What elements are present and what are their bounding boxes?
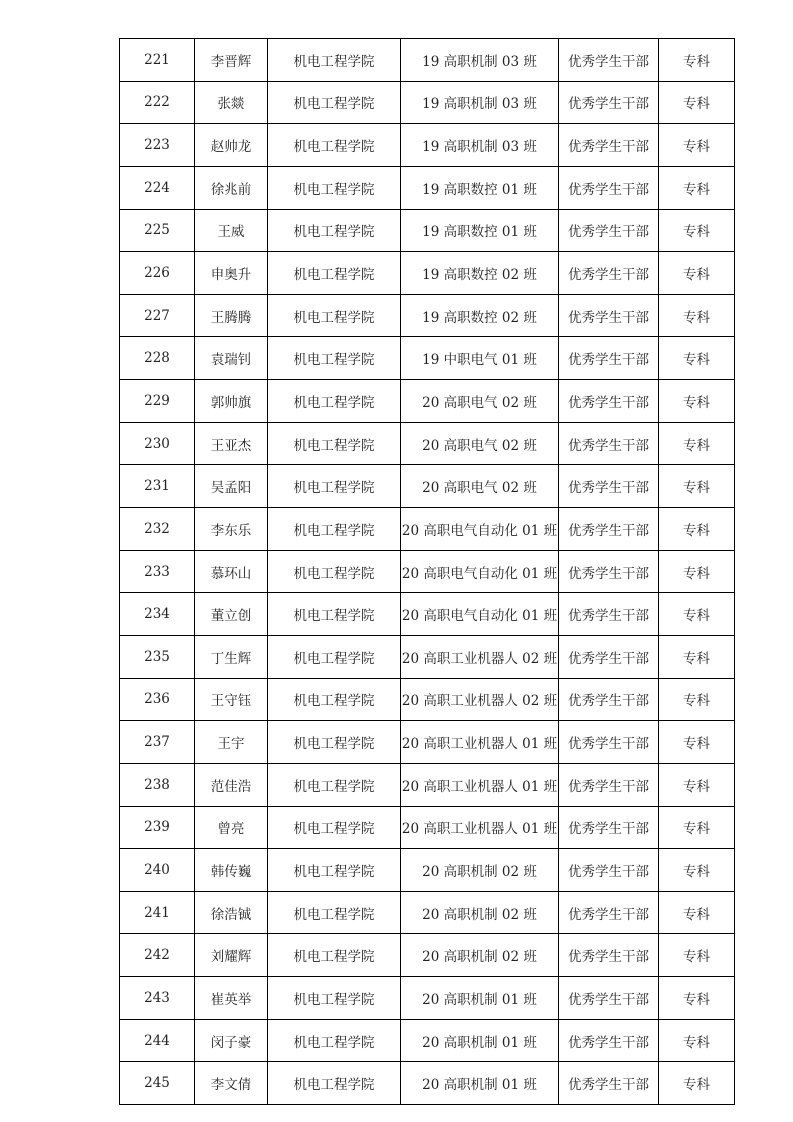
class-cell: 20 高职机制 01 班: [401, 1062, 559, 1105]
college-cell: 机电工程学院: [268, 422, 401, 465]
student-name-cell: 徐兆前: [195, 166, 268, 209]
education-level-cell: 专科: [659, 252, 735, 295]
award-cell: 优秀学生干部: [559, 721, 659, 764]
education-level-cell: 专科: [659, 891, 735, 934]
class-cell: 20 高职机制 02 班: [401, 849, 559, 892]
table-row: [120, 508, 735, 551]
class-cell: 20 高职工业机器人 01 班: [401, 806, 559, 849]
table-row: [120, 550, 735, 593]
education-level-cell: 专科: [659, 849, 735, 892]
student-name-cell: 张燚: [195, 81, 268, 124]
document-page: [119, 38, 734, 1105]
row-number-cell: 224: [120, 166, 195, 209]
table-row: [120, 124, 735, 167]
college-cell: 机电工程学院: [268, 209, 401, 252]
class-cell: 19 高职机制 03 班: [401, 39, 559, 82]
award-cell: 优秀学生干部: [559, 422, 659, 465]
row-number-cell: 237: [120, 721, 195, 764]
student-name-cell: 刘耀辉: [195, 934, 268, 977]
row-number-cell: 236: [120, 678, 195, 721]
award-cell: 优秀学生干部: [559, 1062, 659, 1105]
class-cell: 19 高职数控 01 班: [401, 209, 559, 252]
class-cell: 20 高职电气 02 班: [401, 422, 559, 465]
row-number-cell: 238: [120, 763, 195, 806]
student-name-cell: 韩传巍: [195, 849, 268, 892]
class-cell: 20 高职电气自动化 01 班: [401, 550, 559, 593]
row-number-cell: 241: [120, 891, 195, 934]
class-cell: 20 高职机制 01 班: [401, 1019, 559, 1062]
award-cell: 优秀学生干部: [559, 678, 659, 721]
table-row: [120, 806, 735, 849]
table-row: [120, 166, 735, 209]
class-cell: 20 高职工业机器人 01 班: [401, 721, 559, 764]
college-cell: 机电工程学院: [268, 508, 401, 551]
college-cell: 机电工程学院: [268, 252, 401, 295]
college-cell: 机电工程学院: [268, 166, 401, 209]
table-row: [120, 763, 735, 806]
education-level-cell: 专科: [659, 166, 735, 209]
class-cell: 20 高职电气自动化 01 班: [401, 593, 559, 636]
table-row: [120, 721, 735, 764]
student-name-cell: 王威: [195, 209, 268, 252]
college-cell: 机电工程学院: [268, 763, 401, 806]
award-cell: 优秀学生干部: [559, 508, 659, 551]
table-row: [120, 294, 735, 337]
education-level-cell: 专科: [659, 550, 735, 593]
table-row: [120, 209, 735, 252]
student-name-cell: 袁瑞钊: [195, 337, 268, 380]
table-row: [120, 380, 735, 423]
college-cell: 机电工程学院: [268, 849, 401, 892]
class-cell: 19 中职电气 01 班: [401, 337, 559, 380]
award-roster-table: [119, 38, 735, 1105]
row-number-cell: 233: [120, 550, 195, 593]
education-level-cell: 专科: [659, 806, 735, 849]
college-cell: 机电工程学院: [268, 678, 401, 721]
row-number-cell: 235: [120, 635, 195, 678]
table-row: [120, 977, 735, 1020]
education-level-cell: 专科: [659, 1062, 735, 1105]
college-cell: 机电工程学院: [268, 81, 401, 124]
table-row: [120, 81, 735, 124]
table-row: [120, 337, 735, 380]
table-row: [120, 422, 735, 465]
award-cell: 优秀学生干部: [559, 294, 659, 337]
college-cell: 机电工程学院: [268, 294, 401, 337]
student-name-cell: 王宇: [195, 721, 268, 764]
table-row: [120, 465, 735, 508]
award-cell: 优秀学生干部: [559, 81, 659, 124]
student-name-cell: 李文倩: [195, 1062, 268, 1105]
college-cell: 机电工程学院: [268, 550, 401, 593]
education-level-cell: 专科: [659, 465, 735, 508]
table-row: [120, 593, 735, 636]
award-cell: 优秀学生干部: [559, 252, 659, 295]
class-cell: 20 高职工业机器人 02 班: [401, 678, 559, 721]
award-cell: 优秀学生干部: [559, 465, 659, 508]
education-level-cell: 专科: [659, 635, 735, 678]
row-number-cell: 239: [120, 806, 195, 849]
award-cell: 优秀学生干部: [559, 977, 659, 1020]
college-cell: 机电工程学院: [268, 977, 401, 1020]
class-cell: 19 高职机制 03 班: [401, 124, 559, 167]
class-cell: 19 高职机制 03 班: [401, 81, 559, 124]
college-cell: 机电工程学院: [268, 39, 401, 82]
award-cell: 优秀学生干部: [559, 380, 659, 423]
row-number-cell: 226: [120, 252, 195, 295]
row-number-cell: 229: [120, 380, 195, 423]
college-cell: 机电工程学院: [268, 1019, 401, 1062]
education-level-cell: 专科: [659, 977, 735, 1020]
table-row: [120, 891, 735, 934]
education-level-cell: 专科: [659, 209, 735, 252]
table-row: [120, 934, 735, 977]
table-row: [120, 849, 735, 892]
class-cell: 19 高职数控 02 班: [401, 252, 559, 295]
class-cell: 19 高职数控 02 班: [401, 294, 559, 337]
table-body: [120, 39, 735, 1105]
education-level-cell: 专科: [659, 380, 735, 423]
class-cell: 20 高职工业机器人 01 班: [401, 763, 559, 806]
college-cell: 机电工程学院: [268, 1062, 401, 1105]
table-row: [120, 1062, 735, 1105]
student-name-cell: 崔英举: [195, 977, 268, 1020]
education-level-cell: 专科: [659, 721, 735, 764]
student-name-cell: 李晋辉: [195, 39, 268, 82]
student-name-cell: 申奥升: [195, 252, 268, 295]
college-cell: 机电工程学院: [268, 337, 401, 380]
row-number-cell: 245: [120, 1062, 195, 1105]
student-name-cell: 王亚杰: [195, 422, 268, 465]
student-name-cell: 郭帅旗: [195, 380, 268, 423]
education-level-cell: 专科: [659, 294, 735, 337]
education-level-cell: 专科: [659, 81, 735, 124]
award-cell: 优秀学生干部: [559, 849, 659, 892]
award-cell: 优秀学生干部: [559, 550, 659, 593]
row-number-cell: 228: [120, 337, 195, 380]
row-number-cell: 244: [120, 1019, 195, 1062]
table-row: [120, 635, 735, 678]
student-name-cell: 李东乐: [195, 508, 268, 551]
award-cell: 优秀学生干部: [559, 39, 659, 82]
table-row: [120, 252, 735, 295]
row-number-cell: 223: [120, 124, 195, 167]
student-name-cell: 范佳浩: [195, 763, 268, 806]
award-cell: 优秀学生干部: [559, 1019, 659, 1062]
student-name-cell: 慕环山: [195, 550, 268, 593]
table-row: [120, 678, 735, 721]
education-level-cell: 专科: [659, 508, 735, 551]
award-cell: 优秀学生干部: [559, 806, 659, 849]
student-name-cell: 吴孟阳: [195, 465, 268, 508]
row-number-cell: 234: [120, 593, 195, 636]
student-name-cell: 闵子豪: [195, 1019, 268, 1062]
table-row: [120, 39, 735, 82]
college-cell: 机电工程学院: [268, 891, 401, 934]
student-name-cell: 丁生辉: [195, 635, 268, 678]
award-cell: 优秀学生干部: [559, 166, 659, 209]
table-row: [120, 1019, 735, 1062]
education-level-cell: 专科: [659, 422, 735, 465]
college-cell: 机电工程学院: [268, 593, 401, 636]
education-level-cell: 专科: [659, 934, 735, 977]
award-cell: 优秀学生干部: [559, 934, 659, 977]
class-cell: 20 高职工业机器人 02 班: [401, 635, 559, 678]
student-name-cell: 董立创: [195, 593, 268, 636]
college-cell: 机电工程学院: [268, 380, 401, 423]
student-name-cell: 徐浩铖: [195, 891, 268, 934]
row-number-cell: 221: [120, 39, 195, 82]
award-cell: 优秀学生干部: [559, 635, 659, 678]
class-cell: 20 高职电气自动化 01 班: [401, 508, 559, 551]
row-number-cell: 222: [120, 81, 195, 124]
college-cell: 机电工程学院: [268, 806, 401, 849]
college-cell: 机电工程学院: [268, 465, 401, 508]
class-cell: 20 高职电气 02 班: [401, 465, 559, 508]
student-name-cell: 曾亮: [195, 806, 268, 849]
college-cell: 机电工程学院: [268, 124, 401, 167]
education-level-cell: 专科: [659, 593, 735, 636]
award-cell: 优秀学生干部: [559, 763, 659, 806]
education-level-cell: 专科: [659, 1019, 735, 1062]
education-level-cell: 专科: [659, 763, 735, 806]
award-cell: 优秀学生干部: [559, 593, 659, 636]
student-name-cell: 赵帅龙: [195, 124, 268, 167]
student-name-cell: 王守钰: [195, 678, 268, 721]
class-cell: 20 高职电气 02 班: [401, 380, 559, 423]
college-cell: 机电工程学院: [268, 721, 401, 764]
award-cell: 优秀学生干部: [559, 891, 659, 934]
row-number-cell: 243: [120, 977, 195, 1020]
college-cell: 机电工程学院: [268, 635, 401, 678]
education-level-cell: 专科: [659, 337, 735, 380]
student-name-cell: 王腾腾: [195, 294, 268, 337]
education-level-cell: 专科: [659, 124, 735, 167]
class-cell: 20 高职机制 01 班: [401, 977, 559, 1020]
college-cell: 机电工程学院: [268, 934, 401, 977]
award-cell: 优秀学生干部: [559, 124, 659, 167]
class-cell: 20 高职机制 02 班: [401, 891, 559, 934]
row-number-cell: 230: [120, 422, 195, 465]
education-level-cell: 专科: [659, 678, 735, 721]
award-cell: 优秀学生干部: [559, 209, 659, 252]
row-number-cell: 225: [120, 209, 195, 252]
award-cell: 优秀学生干部: [559, 337, 659, 380]
row-number-cell: 240: [120, 849, 195, 892]
class-cell: 20 高职机制 02 班: [401, 934, 559, 977]
row-number-cell: 231: [120, 465, 195, 508]
row-number-cell: 232: [120, 508, 195, 551]
row-number-cell: 227: [120, 294, 195, 337]
class-cell: 19 高职数控 01 班: [401, 166, 559, 209]
education-level-cell: 专科: [659, 39, 735, 82]
row-number-cell: 242: [120, 934, 195, 977]
